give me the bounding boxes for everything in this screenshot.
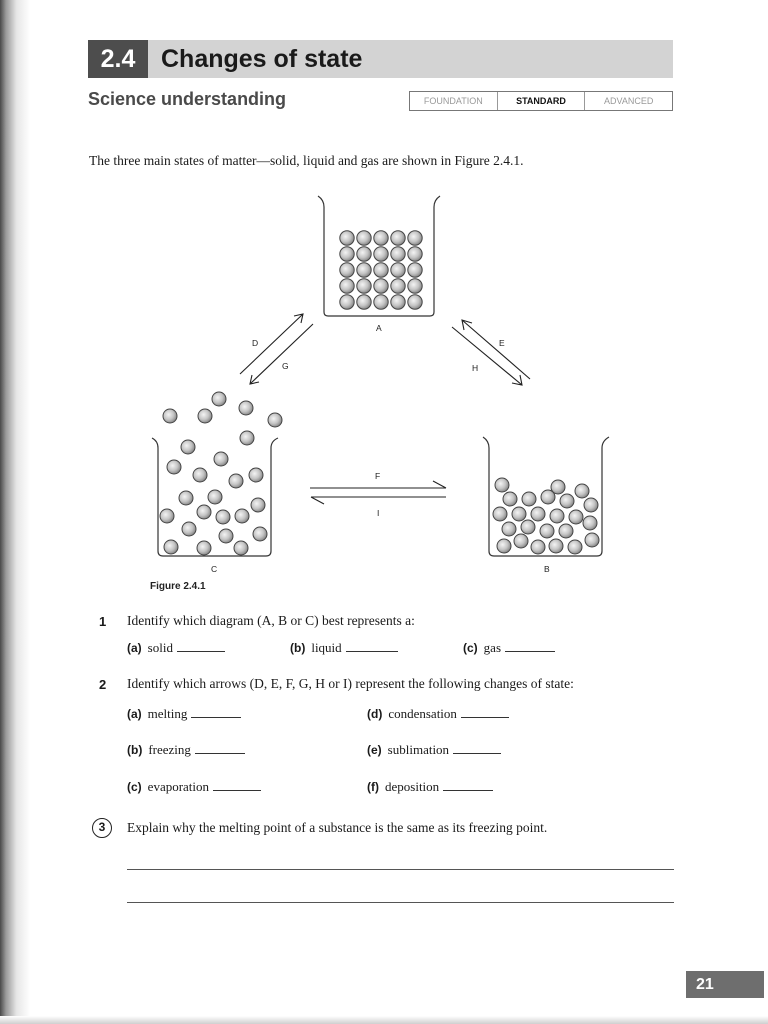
particle bbox=[569, 510, 583, 524]
particle bbox=[235, 509, 249, 523]
answer-line-2[interactable] bbox=[127, 902, 674, 903]
level-standard: STANDARD bbox=[498, 92, 586, 110]
question-2d-label: (d) bbox=[367, 707, 383, 721]
particle bbox=[559, 524, 573, 538]
label-a: A bbox=[376, 323, 382, 333]
figure-caption: Figure 2.4.1 bbox=[150, 581, 206, 592]
particle bbox=[240, 431, 254, 445]
particle bbox=[374, 263, 388, 277]
answer-blank[interactable] bbox=[177, 640, 225, 652]
particle bbox=[357, 295, 371, 309]
answer-blank[interactable] bbox=[461, 706, 509, 718]
particle bbox=[541, 490, 555, 504]
question-2b-label: (b) bbox=[127, 743, 143, 757]
particle bbox=[514, 534, 528, 548]
question-2a-label: (a) bbox=[127, 707, 142, 721]
particle bbox=[512, 507, 526, 521]
page-number: 21 bbox=[686, 971, 764, 998]
particle bbox=[391, 295, 405, 309]
question-1b-text: liquid bbox=[311, 640, 342, 655]
particle bbox=[268, 413, 282, 427]
particle bbox=[340, 247, 354, 261]
answer-blank[interactable] bbox=[191, 706, 241, 718]
question-2e-label: (e) bbox=[367, 743, 382, 757]
particle bbox=[575, 484, 589, 498]
label-f: F bbox=[375, 471, 381, 481]
question-2b bbox=[127, 742, 245, 758]
subheading: Science understanding bbox=[88, 89, 287, 109]
particle bbox=[540, 524, 554, 538]
particle bbox=[197, 505, 211, 519]
particle bbox=[179, 491, 193, 505]
question-1a-label: (a) bbox=[127, 641, 142, 655]
question-2a bbox=[127, 706, 241, 722]
particle bbox=[212, 392, 226, 406]
particle bbox=[234, 541, 248, 555]
particle bbox=[583, 516, 597, 530]
question-1-number: 1 bbox=[99, 614, 107, 629]
particle bbox=[208, 490, 222, 504]
particle bbox=[531, 540, 545, 554]
particle bbox=[160, 509, 174, 523]
particle bbox=[560, 494, 574, 508]
particle bbox=[493, 507, 507, 521]
particle bbox=[340, 231, 354, 245]
particle bbox=[249, 468, 263, 482]
question-2f-text: deposition bbox=[385, 779, 440, 794]
particle bbox=[391, 247, 405, 261]
particle bbox=[251, 498, 265, 512]
particle bbox=[521, 520, 535, 534]
label-h: H bbox=[472, 363, 479, 373]
particle bbox=[357, 263, 371, 277]
section-number: 2.4 bbox=[88, 40, 148, 78]
particles-liquid-group bbox=[493, 478, 599, 554]
particle bbox=[182, 522, 196, 536]
particle bbox=[497, 539, 511, 553]
question-3-number: 3 bbox=[92, 818, 112, 838]
particle bbox=[198, 409, 212, 423]
particle bbox=[568, 540, 582, 554]
particle bbox=[495, 478, 509, 492]
particle bbox=[219, 529, 233, 543]
particle bbox=[197, 541, 211, 555]
question-2e bbox=[367, 742, 501, 758]
particle bbox=[216, 510, 230, 524]
particle bbox=[229, 474, 243, 488]
level-foundation: FOUNDATION bbox=[410, 92, 498, 110]
intro-text: The three main states of matter—solid, liquid and gas are shown in Figure 2.4.1. bbox=[89, 153, 524, 168]
particle bbox=[391, 279, 405, 293]
arrow-i bbox=[311, 497, 446, 504]
answer-blank[interactable] bbox=[443, 779, 493, 791]
answer-blank[interactable] bbox=[453, 742, 501, 754]
particle bbox=[253, 527, 267, 541]
particle bbox=[239, 401, 253, 415]
page-bottom-edge bbox=[0, 1016, 768, 1024]
particle bbox=[408, 263, 422, 277]
question-1a-text: solid bbox=[147, 640, 173, 655]
question-1c-text: gas bbox=[483, 640, 502, 655]
question-3-text: Explain why the melting point of a substance is the same as its freezing point. bbox=[127, 820, 548, 835]
label-e: E bbox=[499, 338, 505, 348]
particle bbox=[340, 279, 354, 293]
question-2d bbox=[367, 706, 509, 722]
particle bbox=[357, 231, 371, 245]
particle bbox=[181, 440, 195, 454]
label-g: G bbox=[282, 361, 289, 371]
particle bbox=[167, 460, 181, 474]
question-2f bbox=[367, 779, 493, 795]
particle bbox=[374, 247, 388, 261]
particle bbox=[503, 492, 517, 506]
particle bbox=[408, 295, 422, 309]
particle bbox=[502, 522, 516, 536]
particle bbox=[408, 279, 422, 293]
question-2c bbox=[127, 779, 261, 795]
question-2c-label: (c) bbox=[127, 780, 142, 794]
answer-blank[interactable] bbox=[213, 779, 261, 791]
question-2-text: Identify which arrows (D, E, F, G, H or I) represent the following changes of state: bbox=[127, 676, 574, 691]
particle bbox=[340, 263, 354, 277]
label-i: I bbox=[377, 508, 380, 518]
level-advanced: ADVANCED bbox=[604, 96, 654, 106]
particle bbox=[193, 468, 207, 482]
particles-solid-group bbox=[340, 231, 422, 309]
particle bbox=[163, 409, 177, 423]
section-title: Changes of state bbox=[161, 45, 363, 73]
answer-blank[interactable] bbox=[195, 742, 245, 754]
label-d: D bbox=[252, 338, 259, 348]
particle bbox=[531, 507, 545, 521]
question-2b-text: freezing bbox=[148, 742, 191, 757]
question-2-number: 2 bbox=[99, 677, 107, 692]
particle bbox=[549, 539, 563, 553]
particle bbox=[340, 295, 354, 309]
particle bbox=[391, 263, 405, 277]
particle bbox=[391, 231, 405, 245]
particle bbox=[550, 509, 564, 523]
question-1b-label: (b) bbox=[290, 641, 306, 655]
question-2f-label: (f) bbox=[367, 780, 379, 794]
particle bbox=[408, 247, 422, 261]
question-1-text: Identify which diagram (A, B or C) best represents a: bbox=[127, 613, 415, 628]
arrow-d bbox=[240, 314, 303, 374]
label-c: C bbox=[211, 564, 218, 574]
particle bbox=[164, 540, 178, 554]
particles-gas-group bbox=[160, 392, 282, 555]
particle bbox=[408, 231, 422, 245]
particle bbox=[584, 498, 598, 512]
particle bbox=[357, 279, 371, 293]
arrow-g bbox=[250, 324, 313, 384]
question-2a-text: melting bbox=[147, 706, 188, 721]
question-2e-text: sublimation bbox=[387, 742, 450, 757]
label-b: B bbox=[544, 564, 550, 574]
particle bbox=[374, 231, 388, 245]
question-1a bbox=[127, 640, 225, 656]
particle bbox=[585, 533, 599, 547]
particle bbox=[522, 492, 536, 506]
question-1c-label: (c) bbox=[463, 641, 478, 655]
particle bbox=[374, 279, 388, 293]
question-1c bbox=[463, 640, 555, 656]
answer-blank[interactable] bbox=[346, 640, 398, 652]
arrow-f bbox=[310, 481, 446, 488]
question-2c-text: evaporation bbox=[147, 779, 210, 794]
particle bbox=[357, 247, 371, 261]
particle bbox=[374, 295, 388, 309]
particle bbox=[214, 452, 228, 466]
arrow-e bbox=[452, 327, 522, 385]
answer-line-1[interactable] bbox=[127, 869, 674, 870]
question-2d-text: condensation bbox=[388, 706, 457, 721]
answer-blank[interactable] bbox=[505, 640, 555, 652]
question-1b bbox=[290, 640, 398, 656]
